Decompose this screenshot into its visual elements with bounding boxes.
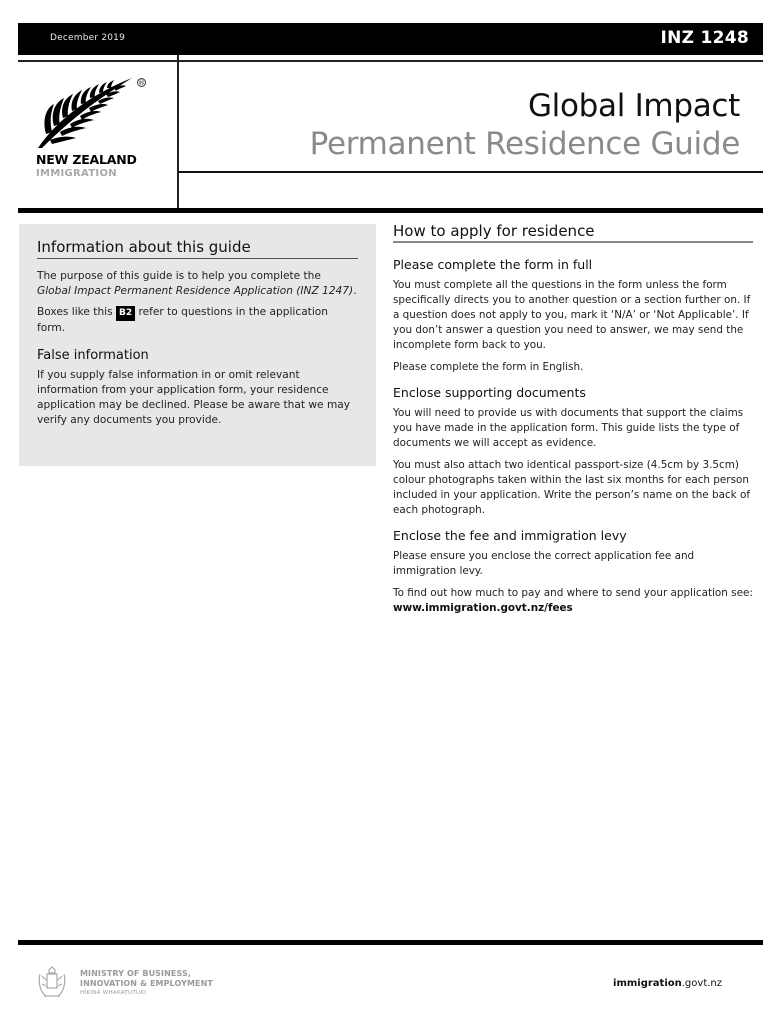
info-box (19, 224, 376, 466)
nz-immigration-logo (36, 74, 156, 184)
question-badge: B2 (116, 306, 135, 321)
section-heading: Please complete the form in full (393, 257, 593, 272)
fees-link[interactable]: www.immigration.govt.nz/fees (393, 602, 573, 614)
logo-subtext: IMMIGRATION (36, 168, 117, 179)
header-bar (18, 23, 763, 55)
section-paragraph: You must also attach two identical passport-size (4.5cm by 3.5cm) colour photographs taken within the last six months for each person included in your application. Write the person’s name on the back of each photograph. (393, 459, 751, 516)
ministry-name (80, 969, 213, 998)
info-heading: Information about this guide (37, 238, 358, 259)
registered-trademark-icon: ® (138, 79, 145, 87)
info-purpose (37, 269, 358, 299)
section-paragraph: You must complete all the questions in the form unless the form specifically directs you to another question or a section further on. If a question does not apply to you, mark it ‘N/A’ or ‘Not Applicable’. If you don’t answer a question you need to answer, we may send the incomplete form back to you. (393, 279, 751, 351)
section-paragraph (393, 586, 753, 616)
publication-date: December 2019 (50, 33, 126, 43)
ministry-line: MINISTRY OF BUSINESS, (80, 969, 191, 978)
ministry-maori-name: HĪKINA WHAKATUTUKI (80, 990, 147, 996)
text: Boxes like this (37, 306, 116, 318)
url-tld: .govt.nz (681, 978, 722, 989)
section-paragraph: Please complete the form in English. (393, 361, 584, 373)
section-heading: Enclose supporting documents (393, 385, 586, 400)
logo-text: NEW ZEALAND (36, 152, 137, 167)
text: refer to questions in the application form. (37, 306, 328, 334)
divider-vertical (177, 55, 179, 210)
mbie-logo (38, 966, 238, 1002)
application-form-name: Global Impact Permanent Residence Application (INZ 1247) (37, 285, 354, 297)
false-info-text: If you supply false information in or omit relevant information from your application form, your residence application may be declined. Please be aware that we may verify any documents you provide. (37, 369, 351, 426)
section-heading: Enclose the fee and immigration levy (393, 528, 627, 543)
ministry-line: INNOVATION & EMPLOYMENT (80, 979, 213, 988)
info-boxes (37, 305, 358, 336)
section-paragraph: You will need to provide us with documents that support the claims you have made in the application form. This guide lists the type of documents we will accept as evidence. (393, 407, 744, 449)
text: The purpose of this guide is to help you complete the (37, 270, 321, 282)
page-title: Global Impact (527, 88, 740, 124)
silver-fern-icon (36, 74, 136, 150)
main-heading: How to apply for residence (393, 222, 753, 243)
divider-thick (18, 208, 763, 213)
divider (178, 171, 763, 173)
text: . (353, 285, 357, 297)
divider (18, 60, 763, 62)
form-code: INZ 1248 (660, 28, 749, 48)
footer-website-link[interactable] (613, 978, 722, 989)
page-subtitle: Permanent Residence Guide (309, 126, 740, 162)
section-paragraph: Please ensure you enclose the correct application fee and immigration levy. (393, 550, 695, 577)
url-domain: immigration (613, 978, 682, 989)
false-info-heading: False information (37, 348, 149, 363)
main-content (393, 222, 753, 623)
footer-divider (18, 940, 763, 945)
coat-of-arms-icon (38, 966, 66, 998)
text: To find out how much to pay and where to send your application see: (393, 587, 753, 599)
